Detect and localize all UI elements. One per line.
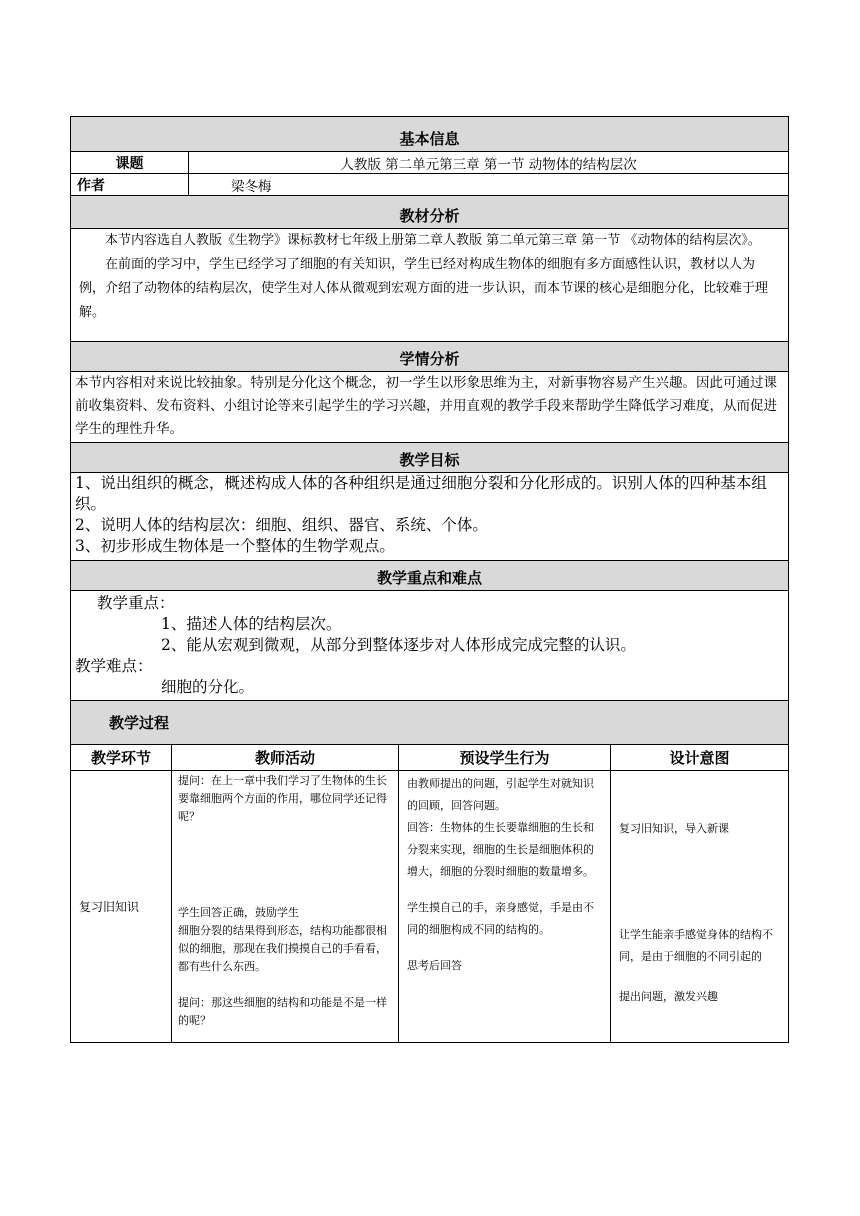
textbook-analysis-body bbox=[71, 229, 789, 342]
author-value: 梁冬梅 bbox=[189, 174, 789, 196]
textbook-analysis-header: 教材分析 bbox=[71, 196, 789, 229]
basic-info-header: 基本信息 bbox=[71, 117, 789, 152]
process-table bbox=[70, 745, 789, 1043]
teacher-activity-1: 提问：在上一章中我们学习了生物体的生长要靠细胞两个方面的作用，哪位同学还记得呢？ bbox=[178, 773, 387, 823]
col-header-student: 预设学生行为 bbox=[399, 745, 611, 770]
student-analysis-body: 本节内容相对来说比较抽象。特别是分化这个概念，初一学生以形象思维为主，对新事物容易产生兴趣。因此可通过课前收集资料、发布资料、小组讨论等来引起学生的学习兴趣，并用直观的教学手段来帮助学生降低学习难度，从而促进学生的理性升华。 bbox=[71, 372, 789, 443]
stage-cell: 复习旧知识 bbox=[71, 770, 172, 1042]
teacher-activity-2: 学生回答正确，鼓励学生 bbox=[178, 905, 299, 919]
col-header-stage: 教学环节 bbox=[71, 745, 172, 770]
student-analysis-header: 学情分析 bbox=[71, 342, 789, 372]
objectives-header: 教学目标 bbox=[71, 443, 789, 473]
student-behavior-3: 学生摸自己的手，亲身感觉，手是由不同的细胞构成不同的结构的。 bbox=[407, 900, 594, 936]
col-header-intent: 设计意图 bbox=[611, 745, 789, 770]
student-behavior-cell bbox=[399, 770, 611, 1042]
key-points-body bbox=[71, 591, 789, 701]
key-points-header: 教学重点和难点 bbox=[71, 561, 789, 591]
author-label: 作者 bbox=[71, 174, 189, 196]
textbook-analysis-para1: 本节内容选自人教版《生物学》课标教材七年级上册第二章人教版 第二单元第三章 第一节 《动物体的结构层次》。 bbox=[105, 233, 761, 248]
difficulty-label: 教学难点： bbox=[75, 657, 153, 675]
design-intent-2: 让学生能亲手感觉身体的结构不同，是由于细胞的不同引起的 bbox=[619, 927, 773, 963]
objective-item-2: 2、说明人体的结构层次：细胞、组织、器官、系统、个体。 bbox=[75, 516, 488, 534]
textbook-analysis-para2: 在前面的学习中，学生已经学习了细胞的有关知识，学生已经对构成生物体的细胞有多方面感性认识，教材以人为例，介绍了动物体的结构层次，使学生对人体从微观到宏观方面的进一步认识，而本节课的核心是细胞分化，比较难于理解。 bbox=[79, 257, 769, 320]
lesson-plan-document bbox=[70, 116, 788, 1043]
col-header-teacher: 教师活动 bbox=[172, 745, 399, 770]
objective-item-3: 3、初步形成生物体是一个整体的生物学观点。 bbox=[75, 537, 395, 555]
design-intent-cell bbox=[611, 770, 789, 1042]
objectives-body bbox=[71, 473, 789, 561]
student-behavior-2: 回答：生物体的生长要靠细胞的生长和分裂来实现，细胞的生长是细胞体积的增大，细胞的分裂时细胞的数量增多。 bbox=[407, 820, 594, 878]
student-behavior-4: 思考后回答 bbox=[407, 958, 462, 972]
objective-item-1: 1、说出组织的概念，概述构成人体的各种组织是通过细胞分裂和分化形成的。识别人体的四种基本组织。 bbox=[75, 474, 767, 513]
key-points-label: 教学重点： bbox=[97, 594, 175, 612]
teacher-activity-cell bbox=[172, 770, 399, 1042]
key-point-2: 2、能从宏观到微观，从部分到整体逐步对人体形成完成完整的认识。 bbox=[161, 636, 636, 654]
student-behavior-1: 由教师提出的问题，引起学生对就知识的回顾，回答问题。 bbox=[407, 776, 594, 812]
topic-label: 课题 bbox=[71, 152, 189, 174]
design-intent-3: 提出问题，激发兴趣 bbox=[619, 989, 718, 1003]
teacher-activity-4: 提问：那这些细胞的结构和功能是不是一样的呢？ bbox=[178, 995, 387, 1027]
topic-value: 人教版 第二单元第三章 第一节 动物体的结构层次 bbox=[189, 152, 789, 174]
teacher-activity-3: 细胞分裂的结果得到形态，结构功能都很相似的细胞，那现在我们摸摸自己的手看看，都有些什么东西。 bbox=[178, 923, 387, 973]
design-intent-1: 复习旧知识，导入新课 bbox=[619, 821, 729, 835]
key-point-1: 1、描述人体的结构层次。 bbox=[161, 615, 342, 633]
process-header: 教学过程 bbox=[71, 701, 789, 745]
difficulty-point-1: 细胞的分化。 bbox=[161, 678, 255, 696]
lesson-plan-table bbox=[70, 116, 789, 745]
